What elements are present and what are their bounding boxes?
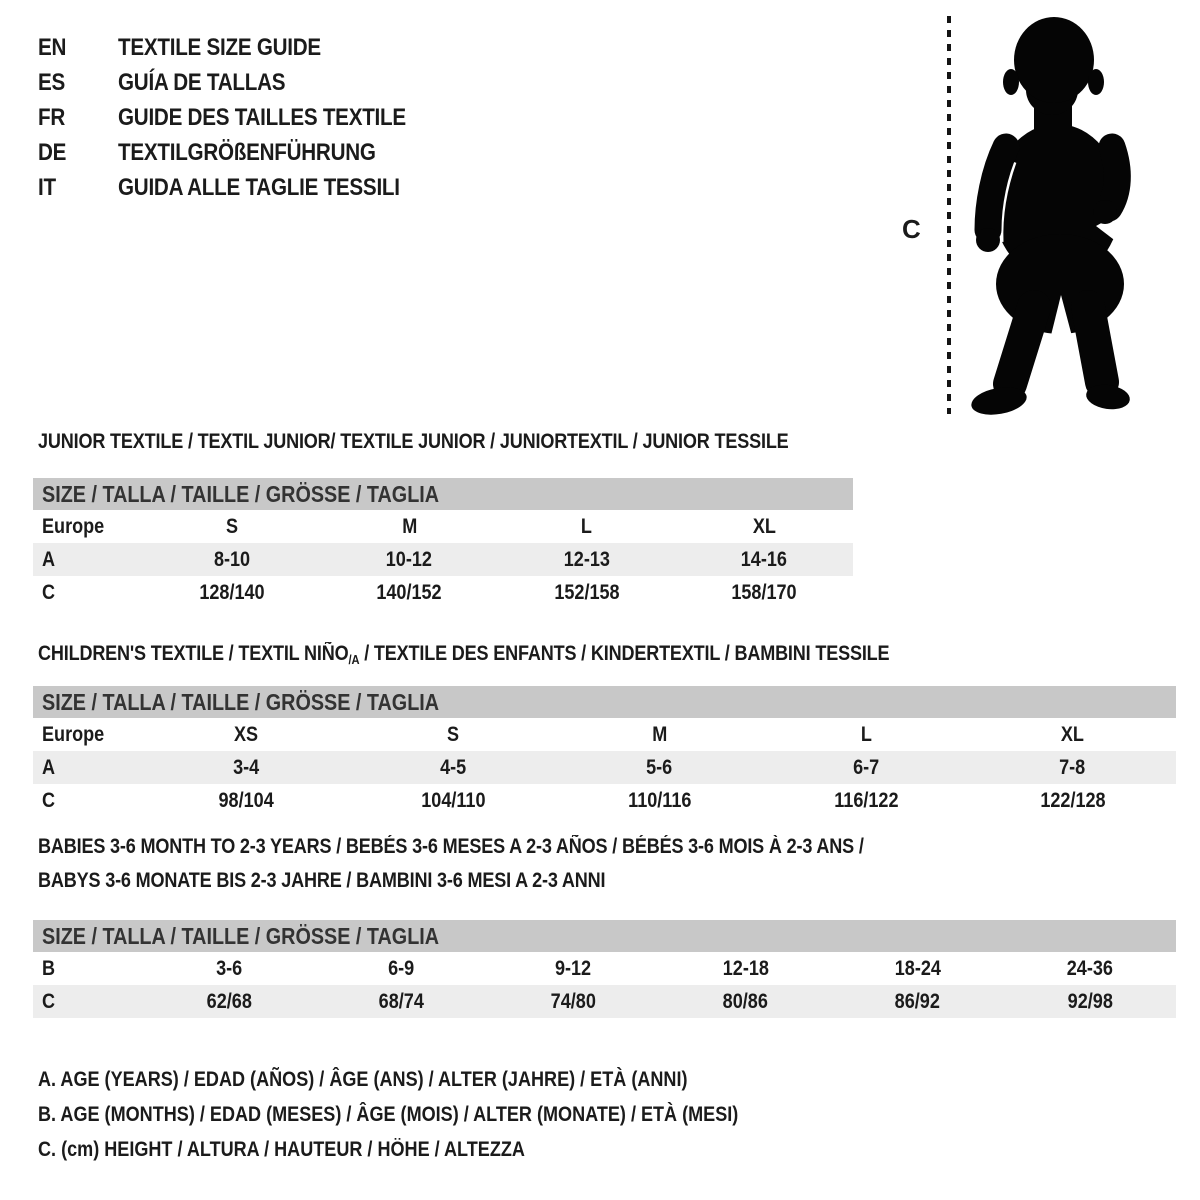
- size-cell: 74/80: [550, 989, 597, 1013]
- table-row-age: [33, 751, 1176, 784]
- size-cell: 152/158: [554, 580, 620, 604]
- size-cell: M: [401, 514, 417, 538]
- size-cell: 6-7: [853, 755, 880, 779]
- legend-line-age-years: A. AGE (YEARS) / EDAD (AÑOS) / ÂGE (ANS) / ALTER (JAHRE) / ETÀ (ANNI): [38, 1068, 688, 1091]
- size-cell: L: [860, 722, 872, 746]
- size-cell: 12-13: [563, 547, 610, 571]
- size-cell: 98/104: [218, 788, 274, 812]
- row-label: C: [42, 989, 56, 1013]
- size-cell: 68/74: [378, 989, 424, 1013]
- size-cell: S: [446, 722, 459, 746]
- size-cell: 5-6: [646, 755, 673, 779]
- size-cell: 80/86: [722, 989, 769, 1013]
- size-cell: XL: [1061, 722, 1085, 746]
- language-row-es: [38, 65, 453, 100]
- size-header-bar: [33, 478, 853, 510]
- language-row-it: [38, 170, 453, 205]
- junior-section-title: JUNIOR TEXTILE / TEXTIL JUNIOR/ TEXTILE JUNIOR / JUNIORTEXTIL / JUNIOR TESSILE: [38, 430, 789, 453]
- size-cell: 12-18: [722, 956, 769, 980]
- height-dashed-line: [947, 16, 951, 414]
- size-cell: 7-8: [1059, 755, 1086, 779]
- size-cell: 3-4: [233, 755, 260, 779]
- row-label: C: [42, 788, 56, 812]
- size-cell: S: [225, 514, 238, 538]
- size-cell: 86/92: [895, 989, 941, 1013]
- size-cell: 158/170: [731, 580, 797, 604]
- size-cell: 8-10: [213, 547, 250, 571]
- size-cell: 140/152: [376, 580, 442, 604]
- size-cell: XS: [234, 722, 259, 746]
- language-code: ES: [38, 68, 66, 96]
- children-title-sub: /A: [348, 652, 360, 667]
- size-cell: 62/68: [206, 989, 252, 1013]
- language-row-en: [38, 30, 453, 65]
- legend-line-age-months: B. AGE (MONTHS) / EDAD (MESES) / ÂGE (MOIS) / ALTER (MONATE) / ETÀ (MESI): [38, 1103, 739, 1126]
- size-cell: 14-16: [741, 547, 788, 571]
- language-code: EN: [38, 33, 67, 61]
- row-label: A: [42, 547, 56, 571]
- size-cell: 10-12: [386, 547, 433, 571]
- table-row-height: [33, 784, 1176, 817]
- height-measure-label: C: [902, 214, 921, 244]
- size-cell: 92/98: [1067, 989, 1113, 1013]
- size-cell: 9-12: [555, 956, 592, 980]
- size-header-label: SIZE / TALLA / TAILLE / GRÖSSE / TAGLIA: [42, 688, 440, 715]
- babies-size-table: [33, 920, 1176, 1018]
- size-cell: 104/110: [420, 788, 486, 812]
- size-cell: 3-6: [216, 956, 243, 980]
- babies-title-line2: BABYS 3-6 MONATE BIS 2-3 JAHRE / BAMBINI 3-6 MESI A 2-3 ANNI: [38, 869, 606, 892]
- size-header-label: SIZE / TALLA / TAILLE / GRÖSSE / TAGLIA: [42, 922, 440, 949]
- size-header-label: SIZE / TALLA / TAILLE / GRÖSSE / TAGLIA: [42, 480, 440, 507]
- language-row-de: [38, 135, 453, 170]
- table-row-europe: [33, 718, 1176, 751]
- guide-title-de: TEXTILGRÖßENFÜHRUNG: [118, 138, 376, 166]
- babies-title-line1: BABIES 3-6 MONTH TO 2-3 YEARS / BEBÉS 3-6 MESES A 2-3 AÑOS / BÉBÉS 3-6 MOIS À 2-3 ANS /: [38, 835, 864, 858]
- size-cell: 122/128: [1040, 788, 1106, 812]
- size-cell: XL: [752, 514, 776, 538]
- row-label: Europe: [42, 514, 105, 538]
- size-header-bar: [33, 686, 1176, 718]
- table-row-europe: [33, 510, 853, 543]
- language-code: DE: [38, 138, 67, 166]
- table-row-height: [33, 985, 1176, 1018]
- row-label: A: [42, 755, 56, 779]
- guide-title-es: GUÍA DE TALLAS: [118, 68, 286, 96]
- language-list: [38, 30, 453, 205]
- size-cell: M: [651, 722, 668, 746]
- size-cell: L: [581, 514, 593, 538]
- row-label: Europe: [42, 722, 105, 746]
- table-row-months: [33, 952, 1176, 985]
- language-code: FR: [38, 103, 66, 131]
- row-label: C: [42, 580, 56, 604]
- guide-title-it: GUIDA ALLE TAGLIE TESSILI: [118, 173, 400, 201]
- baby-silhouette-icon: [962, 12, 1137, 417]
- size-cell: 4-5: [439, 755, 466, 779]
- size-cell: 128/140: [199, 580, 265, 604]
- language-row-fr: [38, 100, 453, 135]
- legend-line-height-cm: C. (cm) HEIGHT / ALTURA / HAUTEUR / HÖHE / ALTEZZA: [38, 1138, 525, 1161]
- language-code: IT: [38, 173, 56, 201]
- children-section-title: CHILDREN'S TEXTILE / TEXTIL NIÑO/A / TEXTILE DES ENFANTS / KINDERTEXTIL / BAMBINI TESSILE: [38, 642, 890, 667]
- guide-title-en: TEXTILE SIZE GUIDE: [118, 33, 321, 61]
- children-size-table: [33, 686, 1176, 817]
- legend: [38, 1062, 852, 1167]
- table-row-height: [33, 576, 853, 609]
- size-cell: 6-9: [388, 956, 415, 980]
- size-cell: 110/116: [627, 788, 692, 812]
- row-label: B: [42, 956, 56, 980]
- junior-size-table: [33, 478, 853, 609]
- size-cell: 116/122: [833, 788, 899, 812]
- guide-title-fr: GUIDE DES TAILLES TEXTILE: [118, 103, 406, 131]
- size-header-bar: [33, 920, 1176, 952]
- size-cell: 18-24: [894, 956, 941, 980]
- size-cell: 24-36: [1066, 956, 1114, 980]
- table-row-age: [33, 543, 853, 576]
- babies-section-title: [38, 830, 998, 898]
